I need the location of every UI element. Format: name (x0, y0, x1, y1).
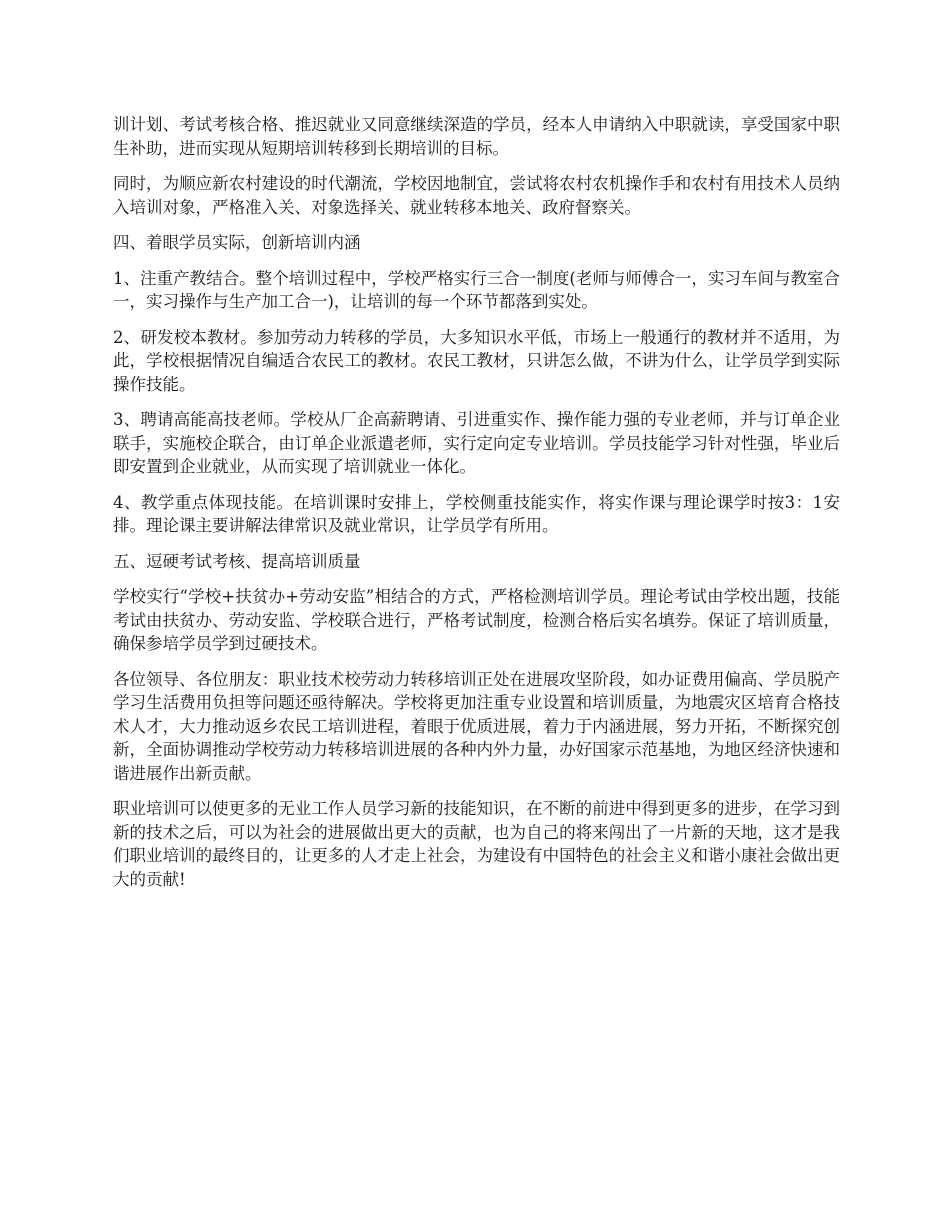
paragraph: 2、研发校本教材。参加劳动力转移的学员，大多知识水平低，市场上一般通行的教材并不适用，为此，学校根据情况自编适合农民工的教材。农民工教材，只讲怎么做，不讲为什么，让学员学到实际操作技能。 (113, 327, 840, 394)
paragraph: 4、教学重点体现技能。在培训课时安排上，学校侧重技能实作，将实作课与理论课学时按3：1安排。理论课主要讲解法律常识及就业常识，让学员学有所用。 (113, 492, 840, 535)
paragraph: 学校实行“学校+扶贫办+劳动安监”相结合的方式，严格检测培训学员。理论考试由学校出题，技能考试由扶贫办、劳动安监、学校联合进行，严格考试制度，检测合格后实名填券。保证了培训质量，确保参培学员学到过硬技术。 (113, 587, 840, 653)
paragraph: 1、注重产教结合。整个培训过程中，学校严格实行三合一制度(老师与师傅合一，实习车间与教室合一，实习操作与生产加工合一)，让培训的每一个环节都落到实处。 (113, 268, 840, 311)
section-heading: 五、逗硬考试考核、提高培训质量 (113, 551, 361, 571)
paragraph: 各位领导、各位朋友：职业技术校劳动力转移培训正处在进展攻坚阶段，如办证费用偏高、学员脱产学习生活费用负担等问题还亟待解决。学校将更加注重专业设置和培训质量，为地震灾区培育合格技术人才，大力推动返乡农民工培训进程，着眼于优质进展，着力于内涵进展，努力开拓，不断探究创新，全面协调推动学校劳动力转移培训进展的各种内外力量，办好国家示范基地，为地区经济快速和谐进展作出新贡献。 (113, 669, 840, 783)
paragraph: 训计划、考试考核合格、推迟就业又同意继续深造的学员，经本人申请纳入中职就读，享受国家中职生补助，进而实现从短期培训转移到长期培训的目标。 (113, 115, 840, 158)
paragraph: 同时，为顺应新农村建设的时代潮流，学校因地制宜，尝试将农村农机操作手和农村有用技术人员纳入培训对象，严格准入关、对象选择关、就业转移本地关、政府督察关。 (113, 174, 840, 217)
section-heading: 四、着眼学员实际，创新培训内涵 (113, 233, 361, 252)
paragraph: 3、聘请高能高技老师。学校从厂企高薪聘请、引进重实作、操作能力强的专业老师，并与订单企业联手，实施校企联合，由订单企业派遣老师，实行定向定专业培训。学员技能学习针对性强，毕业后即安置到企业就业，从而实现了培训就业一体化。 (113, 410, 840, 476)
document-body (113, 113, 840, 903)
paragraph: 职业培训可以使更多的无业工作人员学习新的技能知识，在不断的前进中得到更多的进步，在学习到新的技术之后，可以为社会的进展做出更大的贡献，也为自己的将来闯出了一片新的天地，这才是我们职业培训的最终目的，让更多的人才走上社会，为建设有中国特色的社会主义和谐小康社会做出更大的贡献! (113, 799, 840, 889)
